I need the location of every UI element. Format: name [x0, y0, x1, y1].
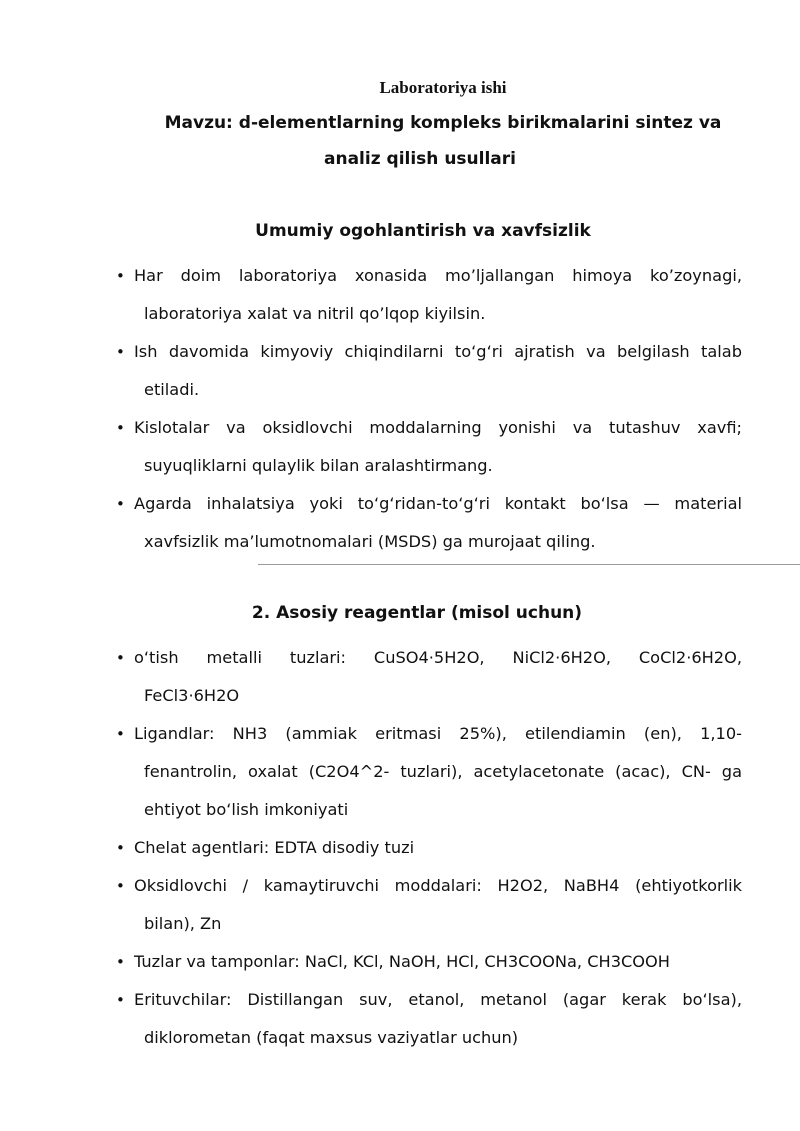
list-item-first-line: • Agarda inhalatsiya yoki to‘g‘ridan-to‘g‘ri kontakt bo‘lsa — material [134, 494, 742, 513]
list-item-first-line: • Ish davomida kimyoviy chiqindilarni to‘g‘ri ajratish va belgilash talab [134, 342, 742, 361]
list-item-first-line: • Ligandlar: NH3 (ammiak eritmasi 25%), etilendiamin (en), 1,10- [134, 724, 742, 743]
topic-title-line-2: analiz qilish usullari [324, 149, 516, 169]
safety-heading: Umumiy ogohlantirish va xavfsizlik [255, 221, 591, 241]
section-divider [258, 564, 800, 565]
reagents-list [116, 639, 742, 1057]
list-item-first-line: • Chelat agentlari: EDTA disodiy tuzi [134, 838, 415, 857]
list-item [116, 981, 742, 1057]
list-item-continuation: bilan), Zn [144, 914, 222, 933]
list-item-continuation: fenantrolin, oxalat (C2O4^2- tuzlari), acetylacetonate (acac), CN- ga ehtiyot bo‘lish imkoniyati [144, 762, 742, 819]
list-item-first-line: • o‘tish metalli tuzlari: CuSO4·5H2O, NiCl2·6H2O, CoCl2·6H2O, [134, 648, 742, 667]
list-item-continuation: xavfsizlik ma’lumotnomalari (MSDS) ga murojaat qiling. [144, 532, 596, 551]
reagents-heading: 2. Asosiy reagentlar (misol uchun) [251, 603, 583, 623]
list-item [116, 485, 742, 561]
list-item-first-line: • Har doim laboratoriya xonasida mo’ljallangan himoya ko’zoynagi, [134, 266, 742, 285]
list-item-continuation: laboratoriya xalat va nitril qo’lqop kiyilsin. [144, 304, 486, 323]
list-item [116, 639, 742, 715]
list-item [116, 715, 742, 829]
list-item-continuation: etiladi. [144, 380, 200, 399]
list-item [116, 257, 742, 333]
list-item-first-line: • Oksidlovchi / kamaytiruvchi moddalari: H2O2, NaBH4 (ehtiyotkorlik [134, 876, 742, 895]
list-item [116, 409, 742, 485]
list-item-first-line: • Erituvchilar: Distillangan suv, etanol, metanol (agar kerak bo‘lsa), [134, 990, 742, 1009]
lab-title: Laboratoriya ishi [379, 78, 507, 97]
list-item [116, 943, 742, 981]
list-item-continuation: FeCl3·6H2O [144, 686, 240, 705]
list-item [116, 867, 742, 943]
list-item-first-line: • Kislotalar va oksidlovchi moddalarning yonishi va tutashuv xavfi; [134, 418, 742, 437]
list-item [116, 829, 742, 867]
list-item-first-line: • Tuzlar va tamponlar: NaCl, KCl, NaOH, HCl, CH3COONa, CH3COOH [134, 952, 670, 971]
list-item-continuation: suyuqliklarni qulaylik bilan aralashtirmang. [144, 456, 493, 475]
safety-list [116, 257, 742, 561]
list-item-continuation: diklorometan (faqat maxsus vaziyatlar uchun) [144, 1028, 519, 1047]
topic-title-line-1: Mavzu: d-elementlarning kompleks birikmalarini sintez va [164, 113, 722, 133]
list-item [116, 333, 742, 409]
